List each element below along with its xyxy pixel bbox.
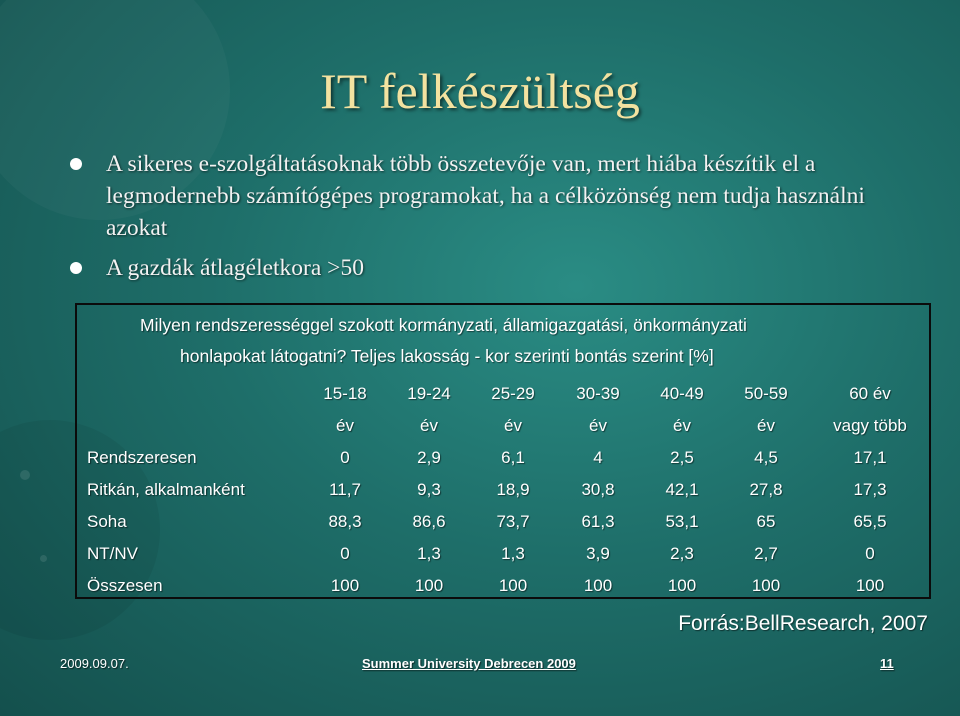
column-header: 30-39 [576, 384, 620, 403]
table-cell: 0 [340, 448, 350, 467]
bullet-item [68, 252, 928, 284]
table-cell: 30,8 [581, 480, 615, 499]
question-line-1: Milyen rendszerességgel szokott kormányzati, államigazgatási, önkormányzati [140, 315, 747, 335]
column-header: 60 év [849, 384, 891, 403]
table-cell: 1,3 [501, 544, 525, 563]
bullet-list [68, 148, 928, 292]
column-header-unit: év [336, 416, 354, 435]
table-cell: 100 [855, 576, 885, 595]
table-cell: 100 [667, 576, 697, 595]
bullet-item [68, 148, 928, 244]
table-cell: 6,1 [501, 448, 525, 467]
column-header: 19-24 [407, 384, 451, 403]
table-cell: 100 [583, 576, 613, 595]
table-cell: 1,3 [417, 544, 441, 563]
table-cell: 86,6 [412, 512, 446, 531]
question-line-2: honlapokat látogatni? Teljes lakosság - kor szerinti bontás szerint [%] [180, 346, 714, 366]
bullet-dot-icon [70, 262, 82, 274]
table-cell: 2,9 [417, 448, 441, 467]
row-label: NT/NV [87, 544, 138, 563]
table-cell: 2,7 [754, 544, 778, 563]
footer-event: Summer University Debrecen 2009 [362, 656, 576, 671]
page-number: 11 [880, 656, 894, 671]
row-label: Ritkán, alkalmanként [87, 480, 245, 499]
slide-title: IT felkészültség [320, 63, 640, 119]
row-label: Soha [87, 512, 127, 531]
table-cell: 100 [751, 576, 781, 595]
source-citation: Forrás:BellResearch, 2007 [678, 612, 928, 635]
table-cell: 9,3 [417, 480, 441, 499]
table-cell: 65 [756, 512, 776, 531]
table-cell: 0 [865, 544, 875, 563]
table-cell: 17,3 [853, 480, 887, 499]
bullet-text: A sikeres e-szolgáltatásoknak több összetevője van, mert hiába készítik el a legmodernebb számítógépes programokat, ha a célközönség nem tudja használni azokat [106, 151, 865, 241]
footer-date: 2009.09.07. [60, 656, 129, 671]
table-cell: 2,5 [670, 448, 694, 467]
table-cell: 2,3 [670, 544, 694, 563]
table-cell: 42,1 [665, 480, 699, 499]
bullet-dot-icon [70, 158, 82, 170]
table-cell: 100 [330, 576, 360, 595]
table-cell: 11,7 [329, 480, 361, 499]
column-header-unit: év [673, 416, 691, 435]
row-label: Rendszeresen [87, 448, 197, 467]
column-header-unit: év [504, 416, 522, 435]
survey-question [140, 310, 920, 372]
column-header-unit: év [420, 416, 438, 435]
column-header-unit: vagy több [833, 416, 907, 435]
table-cell: 0 [340, 544, 350, 563]
background-decoration [20, 470, 30, 480]
column-header: 15-18 [323, 384, 367, 403]
table-cell: 27,8 [749, 480, 783, 499]
column-header: 50-59 [744, 384, 788, 403]
background-decoration [40, 555, 47, 562]
table-cell: 65,5 [853, 512, 887, 531]
column-header: 40-49 [660, 384, 704, 403]
table-cell: 61,3 [581, 512, 615, 531]
table-cell: 4,5 [754, 448, 778, 467]
column-header-unit: év [589, 416, 607, 435]
row-label: Összesen [87, 576, 163, 595]
table-cell: 73,7 [496, 512, 530, 531]
column-header: 25-29 [491, 384, 535, 403]
table-cell: 17,1 [853, 448, 887, 467]
table-cell: 3,9 [586, 544, 610, 563]
bullet-text: A gazdák átlagéletkora >50 [106, 255, 364, 281]
column-header-unit: év [757, 416, 775, 435]
table-cell: 100 [498, 576, 528, 595]
table-cell: 53,1 [665, 512, 699, 531]
table-cell: 4 [593, 448, 603, 467]
table-cell: 18,9 [496, 480, 530, 499]
table-cell: 88,3 [328, 512, 362, 531]
table-cell: 100 [414, 576, 444, 595]
